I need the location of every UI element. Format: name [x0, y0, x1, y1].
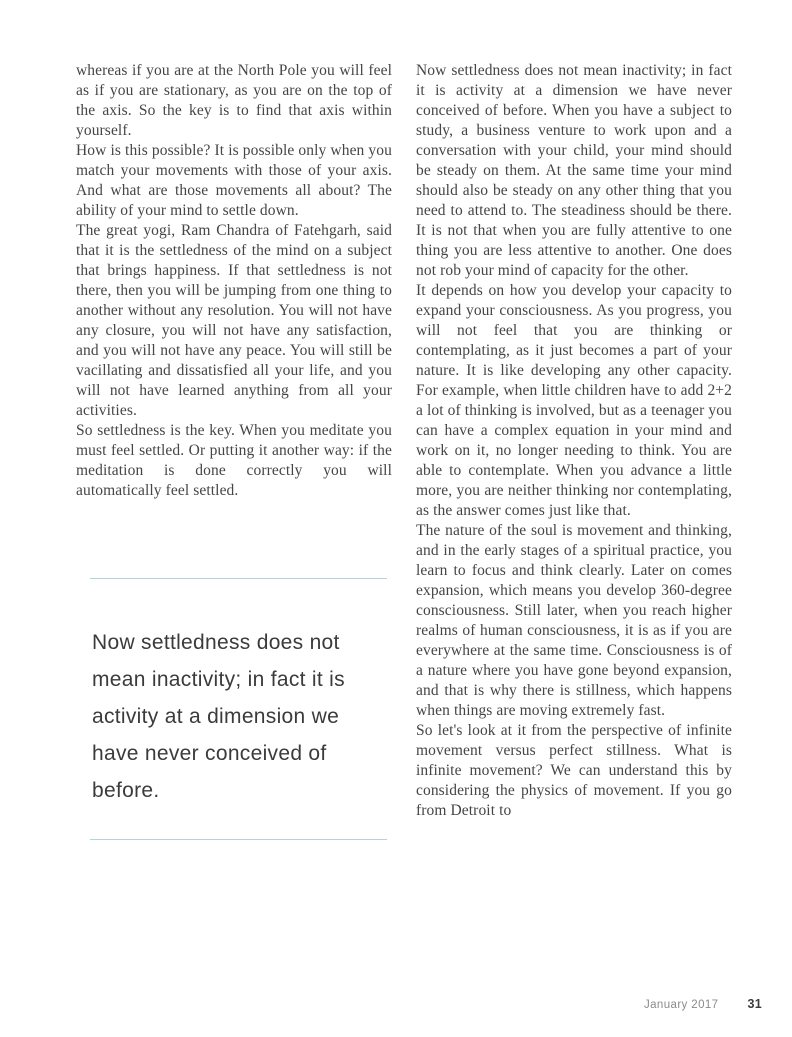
body-paragraph: So settledness is the key. When you meditate you must feel settled. Or putting it another way: if the meditation is done correctly you will automatically feel settled.: [76, 422, 392, 499]
right-column: [416, 61, 732, 840]
page-number: 31: [747, 997, 762, 1011]
left-column: [76, 61, 392, 840]
pull-quote: [90, 578, 387, 840]
body-paragraph: So let's look at it from the perspective of infinite movement versus perfect stillness. What is infinite movement? We can understand this by considering the physics of movement. If you go from Detroit to: [416, 722, 732, 819]
body-paragraph: The great yogi, Ram Chandra of Fatehgarh, said that it is the settledness of the mind on a subject that brings happiness. If that settledness is not there, then you will be jumping from one thing to another without any resolution. You will not have any closure, you will not have any satisfaction, and you will not have any peace. You will still be vacillating and dissatisfied all your life, and you will not have learned anything from all your activities.: [76, 222, 392, 419]
body-paragraph: It depends on how you develop your capacity to expand your consciousness. As you progress, you will not feel that you are thinking or contemplating, as it just becomes a part of your nature. It is like developing any other capacity. For example, when little children have to add 2+2 a lot of thinking is involved, but as a teenager you can have a complex equation in your mind and work on it, no longer needing to think. You are able to contemplate. When you advance a little more, you are neither thinking nor contemplating, as the answer comes just like that.: [416, 282, 732, 519]
body-paragraph: Now settledness does not mean inactivity; in fact it is activity at a dimension we have never conceived of before. When you have a subject to study, a business venture to work upon and a conversation with your child, your mind should be steady on them. At the same time your mind should also be steady on any other thing that you need to attend to. The steadiness should be there. It is not that when you are fully attentive to one thing you are less attentive to another. One does not rob your mind of capacity for the other.: [416, 62, 732, 279]
body-paragraph: The nature of the soul is movement and thinking, and in the early stages of a spiritual practice, you learn to focus and think clearly. Later on comes expansion, which means you develop 360-degree consciousness. Still later, when you reach higher realms of human consciousness, it is as if you are everywhere at the same time. Consciousness is of a nature where you have gone beyond expansion, and that is why there is stillness, which happens when things are moving extremely fast.: [416, 522, 732, 719]
page-footer: [644, 997, 762, 1011]
issue-date: January 2017: [643, 999, 719, 1011]
body-paragraph: How is this possible? It is possible only when you match your movements with those of your axis. And what are those movements all about? The ability of your mind to settle down.: [76, 142, 392, 219]
body-paragraph: whereas if you are at the North Pole you will feel as if you are stationary, as you are on the top of the axis. So the key is to find that axis within yourself.: [76, 62, 392, 139]
pull-quote-text: Now settledness does not mean inactivity; in fact it is activity at a dimension we have never conceived of before.: [92, 631, 345, 802]
